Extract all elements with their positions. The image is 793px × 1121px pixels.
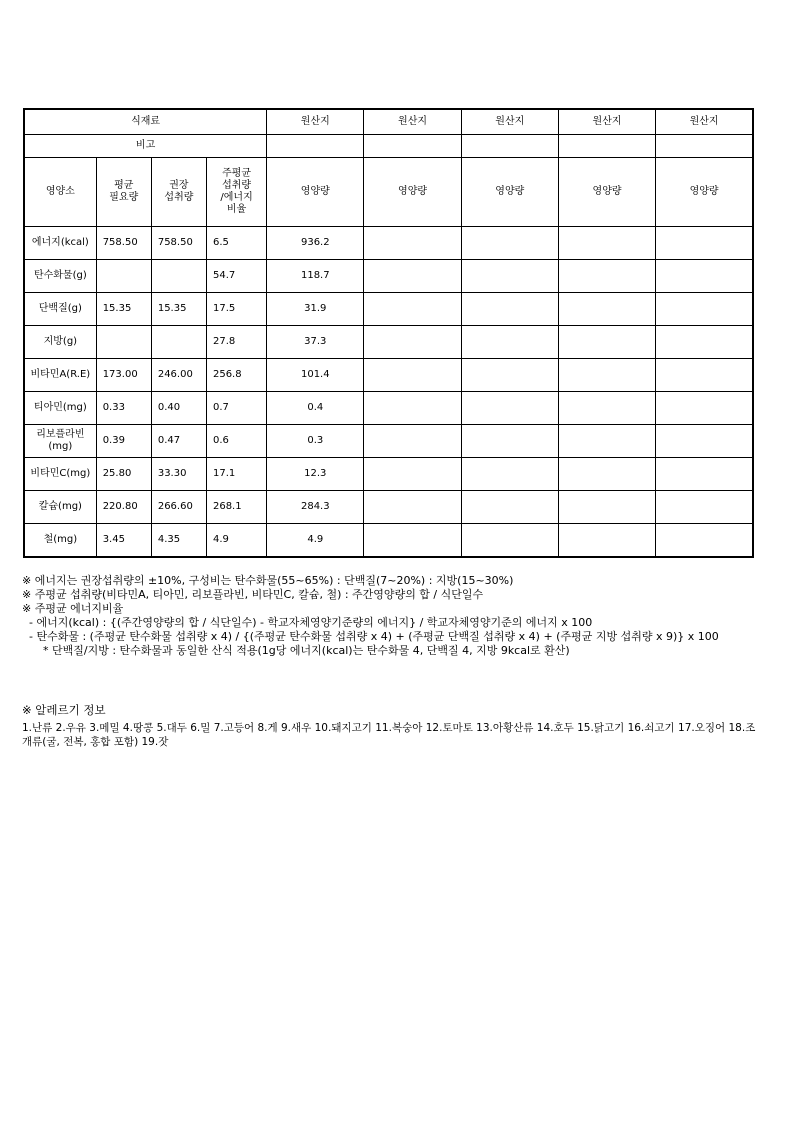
- amount-cell-empty: [656, 260, 753, 293]
- amount-cell-empty: [461, 359, 558, 392]
- amount-cell-empty: [461, 458, 558, 491]
- amount-cell-empty: [656, 227, 753, 260]
- amount-header: 영양량: [267, 158, 364, 227]
- amount-value: 12.3: [267, 458, 364, 491]
- weekly-ratio-value: 0.7: [206, 392, 266, 425]
- avg-requirement-value: 220.80: [96, 491, 151, 524]
- amount-header: 영양량: [364, 158, 461, 227]
- amount-header: 영양량: [656, 158, 753, 227]
- amount-cell-empty: [461, 524, 558, 558]
- avg-requirement-value: 0.39: [96, 425, 151, 458]
- amount-value: 118.7: [267, 260, 364, 293]
- amount-cell-empty: [461, 293, 558, 326]
- weekly-ratio-value: 256.8: [206, 359, 266, 392]
- table-row: [24, 425, 753, 458]
- recommended-intake-value: 4.35: [151, 524, 206, 558]
- amount-cell-empty: [558, 392, 655, 425]
- recommended-intake-header: 권장 섭취량: [151, 158, 206, 227]
- recommended-intake-value: [151, 326, 206, 359]
- note-line: ※ 주평균 에너지비율: [22, 602, 124, 615]
- avg-requirement-header: 평균 필요량: [96, 158, 151, 227]
- recommended-intake-value: 758.50: [151, 227, 206, 260]
- origin-header: 원산지: [364, 109, 461, 135]
- amount-cell-empty: [364, 293, 461, 326]
- nutrient-name: 에너지(kcal): [24, 227, 96, 260]
- amount-cell-empty: [558, 260, 655, 293]
- amount-cell-empty: [364, 491, 461, 524]
- amount-cell-empty: [558, 227, 655, 260]
- weekly-ratio-value: 17.5: [206, 293, 266, 326]
- recommended-intake-value: 33.30: [151, 458, 206, 491]
- amount-value: 0.4: [267, 392, 364, 425]
- avg-requirement-value: 173.00: [96, 359, 151, 392]
- nutrient-name: 비타민C(mg): [24, 458, 96, 491]
- amount-cell-empty: [364, 458, 461, 491]
- amount-cell-empty: [656, 458, 753, 491]
- origin-header: 원산지: [461, 109, 558, 135]
- amount-value: 284.3: [267, 491, 364, 524]
- table-row: [24, 260, 753, 293]
- note-line: * 단백질/지방 : 탄수화물과 동일한 산식 적용(1g당 에너지(kcal)는 탄수화물 4, 단백질 4, 지방 9kcal로 환산): [22, 644, 570, 657]
- avg-requirement-value: 3.45: [96, 524, 151, 558]
- amount-cell-empty: [656, 326, 753, 359]
- amount-cell-empty: [656, 392, 753, 425]
- amount-cell-empty: [558, 458, 655, 491]
- table-row: [24, 293, 753, 326]
- avg-requirement-value: 15.35: [96, 293, 151, 326]
- recommended-intake-value: 15.35: [151, 293, 206, 326]
- origin-header: 원산지: [656, 109, 753, 135]
- remarks-cell: [267, 135, 364, 158]
- nutrient-name: 단백질(g): [24, 293, 96, 326]
- notes-section: [22, 574, 762, 658]
- amount-cell-empty: [461, 227, 558, 260]
- table-header-row: [24, 109, 753, 135]
- nutrition-rows: [24, 227, 753, 558]
- note-line: ※ 주평균 섭취량(비타민A, 티아민, 리보플라빈, 비타민C, 칼슘, 철) : 주간영양량의 합 / 식단일수: [22, 588, 484, 601]
- table-row: [24, 227, 753, 260]
- amount-cell-empty: [558, 326, 655, 359]
- weekly-ratio-value: 54.7: [206, 260, 266, 293]
- nutrient-name: 비타민A(R.E): [24, 359, 96, 392]
- note-line: ※ 에너지는 권장섭취량의 ±10%, 구성비는 탄수화물(55~65%) : 단백질(7~20%) : 지방(15~30%): [22, 574, 514, 587]
- amount-value: 4.9: [267, 524, 364, 558]
- nutrient-name: 칼슘(mg): [24, 491, 96, 524]
- amount-cell-empty: [656, 359, 753, 392]
- ingredients-header: 식재료: [24, 109, 267, 135]
- nutrient-header: 영양소: [24, 158, 96, 227]
- allergy-title: ※ 알레르기 정보: [22, 703, 106, 717]
- weekly-ratio-header: 주평균 섭취량 /에너지 비율: [206, 158, 266, 227]
- weekly-ratio-value: 4.9: [206, 524, 266, 558]
- remarks-header: 비고: [24, 135, 267, 158]
- amount-cell-empty: [364, 425, 461, 458]
- amount-cell-empty: [558, 524, 655, 558]
- amount-header: 영양량: [461, 158, 558, 227]
- nutrient-name: 티아민(mg): [24, 392, 96, 425]
- origin-header: 원산지: [267, 109, 364, 135]
- recommended-intake-value: [151, 260, 206, 293]
- remarks-row: [24, 135, 753, 158]
- recommended-intake-value: 0.47: [151, 425, 206, 458]
- recommended-intake-value: 266.60: [151, 491, 206, 524]
- table-row: [24, 458, 753, 491]
- nutrient-name: 철(mg): [24, 524, 96, 558]
- amount-cell-empty: [461, 425, 558, 458]
- nutrition-table: [23, 108, 754, 558]
- amount-header: 영양량: [558, 158, 655, 227]
- table-row: [24, 392, 753, 425]
- recommended-intake-value: 0.40: [151, 392, 206, 425]
- amount-cell-empty: [461, 260, 558, 293]
- amount-value: 37.3: [267, 326, 364, 359]
- allergy-info: 1.난류 2.우유 3.메밀 4.땅콩 5.대두 6.밀 7.고등어 8.게 9.새우 10.돼지고기 11.복숭아 12.토마토 13.아황산류 14.호두 15.닭고기 16.쇠고기 17.오징어 18.조개류(굴, 전복, 홍합 포함) 19.잣: [22, 722, 756, 748]
- amount-cell-empty: [364, 326, 461, 359]
- amount-value: 101.4: [267, 359, 364, 392]
- table-row: [24, 326, 753, 359]
- avg-requirement-value: [96, 260, 151, 293]
- amount-cell-empty: [461, 326, 558, 359]
- amount-cell-empty: [656, 425, 753, 458]
- note-line: - 에너지(kcal) : {(주간영양량의 합 / 식단일수) - 학교자체영양기준량의 에너지} / 학교자체영양기준의 에너지 x 100: [22, 616, 593, 629]
- weekly-ratio-value: 17.1: [206, 458, 266, 491]
- avg-requirement-value: 758.50: [96, 227, 151, 260]
- remarks-cell: [656, 135, 753, 158]
- table-row: [24, 524, 753, 558]
- nutrient-name: 리보플라빈 (mg): [24, 425, 96, 458]
- nutrient-name: 지방(g): [24, 326, 96, 359]
- table-row: [24, 359, 753, 392]
- weekly-ratio-value: 6.5: [206, 227, 266, 260]
- amount-cell-empty: [461, 491, 558, 524]
- avg-requirement-value: 25.80: [96, 458, 151, 491]
- remarks-cell: [461, 135, 558, 158]
- amount-cell-empty: [364, 524, 461, 558]
- amount-value: 936.2: [267, 227, 364, 260]
- amount-cell-empty: [558, 359, 655, 392]
- amount-cell-empty: [364, 260, 461, 293]
- amount-value: 31.9: [267, 293, 364, 326]
- remarks-cell: [558, 135, 655, 158]
- table-row: [24, 491, 753, 524]
- amount-value: 0.3: [267, 425, 364, 458]
- amount-cell-empty: [461, 392, 558, 425]
- nutrient-name: 탄수화물(g): [24, 260, 96, 293]
- amount-cell-empty: [656, 293, 753, 326]
- amount-cell-empty: [656, 524, 753, 558]
- amount-cell-empty: [558, 425, 655, 458]
- avg-requirement-value: [96, 326, 151, 359]
- subheader-row: [24, 158, 753, 227]
- weekly-ratio-value: 0.6: [206, 425, 266, 458]
- avg-requirement-value: 0.33: [96, 392, 151, 425]
- amount-cell-empty: [558, 491, 655, 524]
- amount-cell-empty: [558, 293, 655, 326]
- amount-cell-empty: [364, 392, 461, 425]
- amount-cell-empty: [656, 491, 753, 524]
- note-line: - 탄수화물 : (주평균 탄수화물 섭취량 x 4) / {(주평균 탄수화물 섭취량 x 4) + (주평균 단백질 섭취량 x 4) + (주평균 지방 섭취량 x 9)} x 100: [22, 630, 719, 643]
- origin-header: 원산지: [558, 109, 655, 135]
- weekly-ratio-value: 268.1: [206, 491, 266, 524]
- amount-cell-empty: [364, 227, 461, 260]
- remarks-cell: [364, 135, 461, 158]
- weekly-ratio-value: 27.8: [206, 326, 266, 359]
- recommended-intake-value: 246.00: [151, 359, 206, 392]
- amount-cell-empty: [364, 359, 461, 392]
